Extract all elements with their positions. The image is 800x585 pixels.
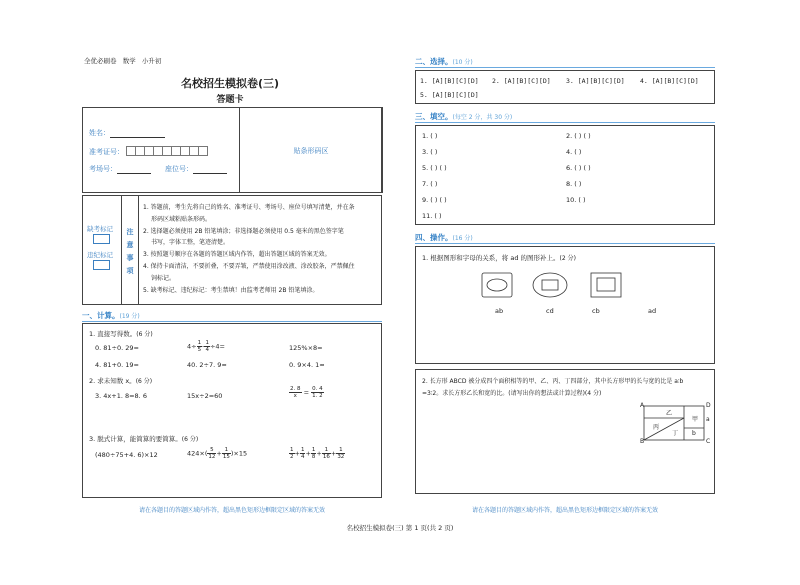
fill-10: 10. ( ) [566, 196, 586, 204]
fill-11: 11. ( ) [422, 212, 442, 220]
figure-ab [482, 273, 512, 297]
ops-q1-letter-ab: ab [495, 307, 504, 315]
figure-cb [591, 273, 621, 297]
fill-3: 3. ( ) [422, 148, 438, 156]
label-a: a [706, 416, 710, 423]
ops-q2-text-line2: =3∶2。求长方形乙长和宽的比。(请写出你的想法或计算过程)(4 分) [422, 390, 602, 397]
page-footer: 名校招生模拟卷(三) 第 1 页(共 2 页) [346, 524, 454, 532]
label-yi: 乙 [666, 410, 673, 417]
fill-section-heading: 三、填空。(每空 2 分，共 30 分) [415, 112, 513, 121]
notice-heading: 注 意 事 项 [126, 228, 134, 275]
calc-q1-item-4: 4. 81+0. 19= [95, 361, 139, 369]
barcode-area [239, 107, 383, 193]
choice-1[interactable]: 1. [A][B][C][D] [420, 77, 479, 85]
ops-q2-area[interactable] [415, 369, 715, 494]
ops-q2-rectangle-diagram [636, 398, 714, 446]
fill-7: 7. ( ) [422, 180, 438, 188]
calc-q2-item-2: 15x÷2=60 [187, 392, 223, 400]
calc-q2-item-1: 3. 4x+1. 8=8. 6 [95, 392, 147, 400]
name-label: 姓名： [89, 129, 110, 137]
calc-q3-item-2: 424×( $\frac{5}{12}$ + $\frac{1}{15}$ )×15 [187, 447, 248, 460]
label-ding: 丁 [672, 430, 679, 437]
ops-q1-label: 1. 根据图形和字母的关系，将 ad 的图形补上。(2 分) [422, 254, 576, 262]
ops-q1-area[interactable] [415, 246, 715, 364]
fill-5: 5. ( ) ( ) [422, 164, 447, 172]
choice-section-heading: 二、选择。(10 分) [415, 57, 473, 66]
seat-label: 座位号： [165, 165, 193, 173]
calc-q2-item-3: $\frac{2. 8}{x}$ = $\frac{0. 4}{1. 2}$ [290, 386, 323, 399]
choice-3[interactable]: 3. [A][B][C][D] [566, 77, 625, 85]
header-grade: 小升初 [141, 57, 162, 65]
footer-warning-right: 请在各题目的答题区域内作答，超出黑色矩形边框限定区域的答案无效 [471, 507, 658, 514]
header-line [84, 56, 161, 65]
exam-no-label: 准考证号： [89, 148, 124, 156]
calc-q3-item-1: (480÷75+4. 6)×12 [95, 451, 158, 459]
calc-section-heading: 一、计算。(19 分) [82, 311, 140, 320]
barcode-label: 贴条形码区 [293, 147, 329, 155]
footer-warning-left: 请在各题目的答题区域内作答，超出黑色矩形边框限定区域的答案无效 [138, 507, 325, 514]
fill-answer-area[interactable] [415, 125, 715, 225]
calc-q2-label: 2. 求未知数 x。(6 分) [89, 377, 153, 385]
ops-section-heading: 四、操作。(16 分) [415, 233, 473, 242]
notice-text: 1. 答题前，考生先将自己的姓名、准考证号、考场号、座位号填写清楚，并在条 形码区域粘贴条形码。 2. 选择题必须使用 2B 铅笔填涂；非选择题必须使用 0.5 毫米的黑色签字笔 书写，字体工整，笔迹清楚。 3. 按照题号顺序在各题的答题区域内作答，超出答题区域的答案无效。 4. 保持卡面清洁，不要折叠，不要弄皱，严禁使用涂改液、涂改胶条，严禁佩住 饲标记。 5. 缺考标记、违纪标记：考生禁填！由监考老师用 2B 铅笔填涂。 [143, 204, 355, 294]
room-label: 考场号： [89, 165, 117, 173]
notice-box [82, 195, 382, 305]
ops-q1-letter-cd: cd [546, 307, 554, 315]
fill-8: 8. ( ) [566, 180, 582, 188]
label-jia: 甲 [692, 416, 699, 423]
label-b: b [692, 430, 696, 437]
calc-q3-item-3: $\frac{1}{2}$ + $\frac{1}{4}$ + $\frac{1}{8}$ + $\frac{1}{16}$ + $\frac{1}{32}$ [290, 447, 345, 460]
violation-mark-box[interactable] [93, 260, 110, 270]
page-title: 名校招生模拟卷(三) [180, 77, 280, 90]
choice-4[interactable]: 4. [A][B][C][D] [640, 77, 699, 85]
choice-5[interactable]: 5. [A][B][C][D] [420, 91, 479, 99]
calc-q1-item-3: 125%×8= [289, 344, 323, 352]
ops-q1-letter-cb: cb [592, 307, 600, 315]
calc-q1-item-2: 4÷ $\frac{1}{5}$ - $\frac{1}{4}$ ÷4= [187, 340, 225, 353]
choice-answer-area [415, 70, 715, 104]
fill-2: 2. ( ) ( ) [566, 132, 591, 140]
ops-q1-figures [476, 269, 676, 303]
calc-q1-item-5: 40. 2÷7. 9≈ [187, 361, 227, 369]
label-B: B [640, 438, 645, 445]
fill-4: 4. ( ) [566, 148, 582, 156]
calc-answer-area[interactable] [82, 323, 382, 498]
label-D: D [706, 402, 711, 409]
calc-q1-label: 1. 直接写得数。(6 分) [89, 330, 153, 338]
calc-q1-item-6: 0. 9×4. 1≈ [289, 361, 325, 369]
fill-9: 9. ( ) ( ) [422, 196, 447, 204]
seat-field[interactable] [193, 173, 227, 174]
calc-q1-item-1: 0. 81÷0. 29= [95, 344, 139, 352]
violation-mark-label: 违纪标记 [87, 251, 113, 259]
choice-2[interactable]: 2. [A][B][C][D] [492, 77, 551, 85]
name-field[interactable] [110, 137, 165, 138]
fill-6: 6. ( ) ( ) [566, 164, 591, 172]
header-brand: 全优必刷卷 [84, 57, 117, 65]
header-subject: 数学 [122, 57, 136, 65]
figure-cd [533, 273, 567, 297]
label-C: C [706, 438, 711, 445]
room-field[interactable] [117, 173, 151, 174]
ops-q1-letter-ad: ad [648, 307, 657, 315]
exam-no-boxes[interactable] [126, 146, 208, 158]
label-A: A [640, 402, 645, 409]
missing-mark-label: 缺考标记 [87, 225, 113, 233]
student-info-box [82, 107, 382, 193]
calc-q3-label: 3. 脱式计算，能简算的要简算。(6 分) [89, 435, 199, 443]
ops-q2-text-line1: 2. 长方形 ABCD 被分成四个面积相等的甲、乙、丙、丁四部分，其中长方形甲的长与宽的比是 a∶b [422, 378, 684, 385]
missing-mark-box[interactable] [93, 234, 110, 244]
label-bing: 丙 [653, 424, 660, 431]
fill-1: 1. ( ) [422, 132, 438, 140]
page-subtitle: 答题卡 [216, 95, 244, 105]
